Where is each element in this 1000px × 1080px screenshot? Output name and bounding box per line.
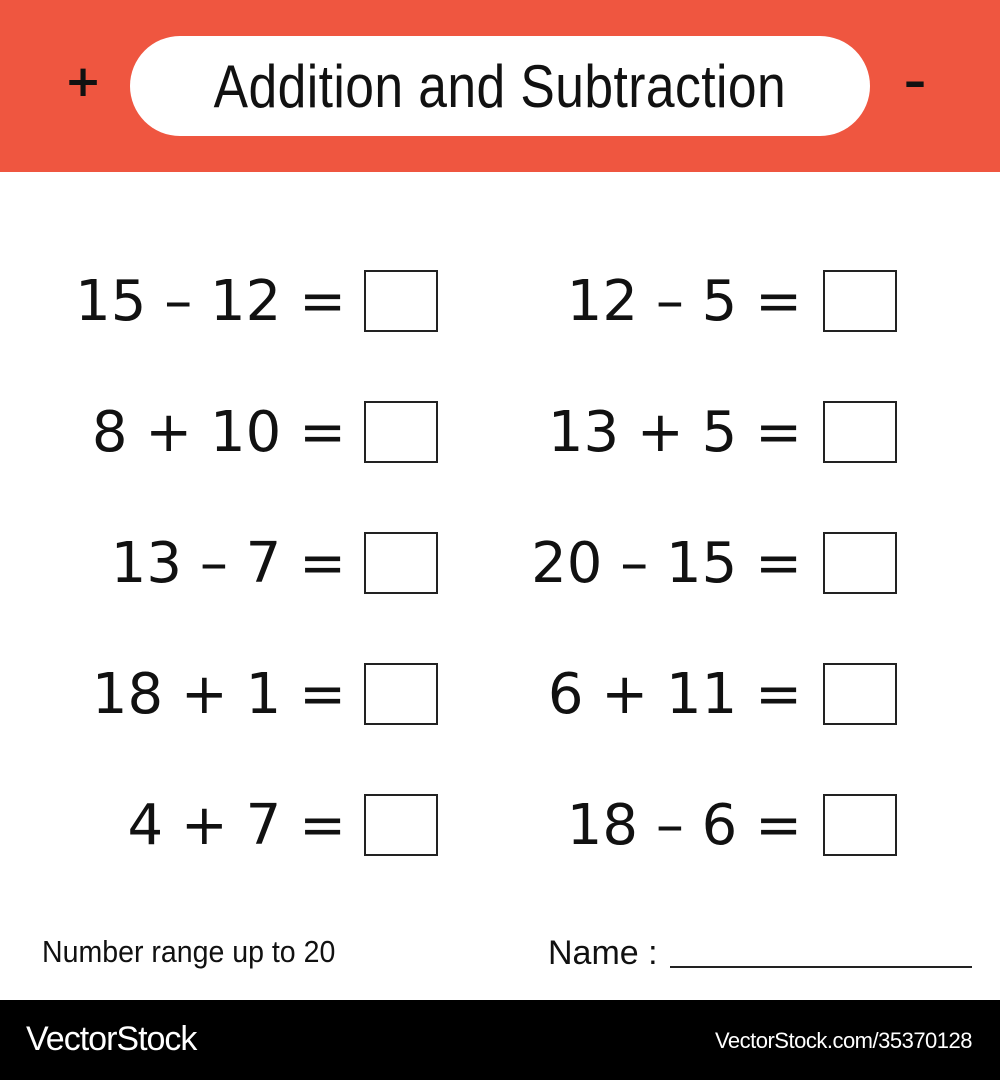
name-label: Name : — [548, 934, 658, 972]
problem-expression: 13 + 5 = — [547, 400, 802, 465]
problem-row — [520, 794, 802, 858]
watermark-url: VectorStock.com/35370128 — [714, 1028, 972, 1053]
problem-row — [60, 663, 346, 727]
problem-expression: 18 + 1 = — [91, 662, 346, 727]
answer-box[interactable] — [823, 270, 897, 332]
problem-expression: 13 – 7 = — [110, 531, 346, 596]
answer-box[interactable] — [364, 270, 438, 332]
minus-icon: – — [904, 56, 926, 107]
name-field-line[interactable] — [670, 966, 972, 968]
problem-row — [520, 401, 802, 465]
problem-expression: 8 + 10 = — [91, 400, 346, 465]
problem-expression: 18 – 6 = — [566, 793, 802, 858]
title-pill — [130, 36, 870, 136]
answer-box[interactable] — [364, 794, 438, 856]
problem-row — [520, 532, 802, 596]
plus-icon: + — [64, 56, 102, 107]
vectorstock-logo: VectorStock — [26, 1020, 197, 1058]
problem-expression: 6 + 11 = — [547, 662, 802, 727]
answer-box[interactable] — [364, 401, 438, 463]
answer-box[interactable] — [364, 663, 438, 725]
page-title: Addition and Subtraction — [213, 52, 787, 120]
problem-row — [520, 270, 802, 334]
problem-expression: 4 + 7 = — [127, 793, 346, 858]
answer-box[interactable] — [823, 794, 897, 856]
number-range-label: Number range up to 20 — [42, 934, 336, 969]
problem-expression: 20 – 15 = — [531, 531, 802, 596]
watermark-bar — [0, 1000, 1000, 1080]
problem-expression: 12 – 5 = — [566, 269, 802, 334]
answer-box[interactable] — [823, 401, 897, 463]
problem-row — [60, 401, 346, 465]
problem-expression: 15 – 12 = — [75, 269, 346, 334]
problem-row — [60, 794, 346, 858]
header-banner — [0, 0, 1000, 172]
answer-box[interactable] — [823, 532, 897, 594]
problem-row — [60, 270, 346, 334]
answer-box[interactable] — [823, 663, 897, 725]
answer-box[interactable] — [364, 532, 438, 594]
problem-row — [520, 663, 802, 727]
problem-row — [60, 532, 346, 596]
